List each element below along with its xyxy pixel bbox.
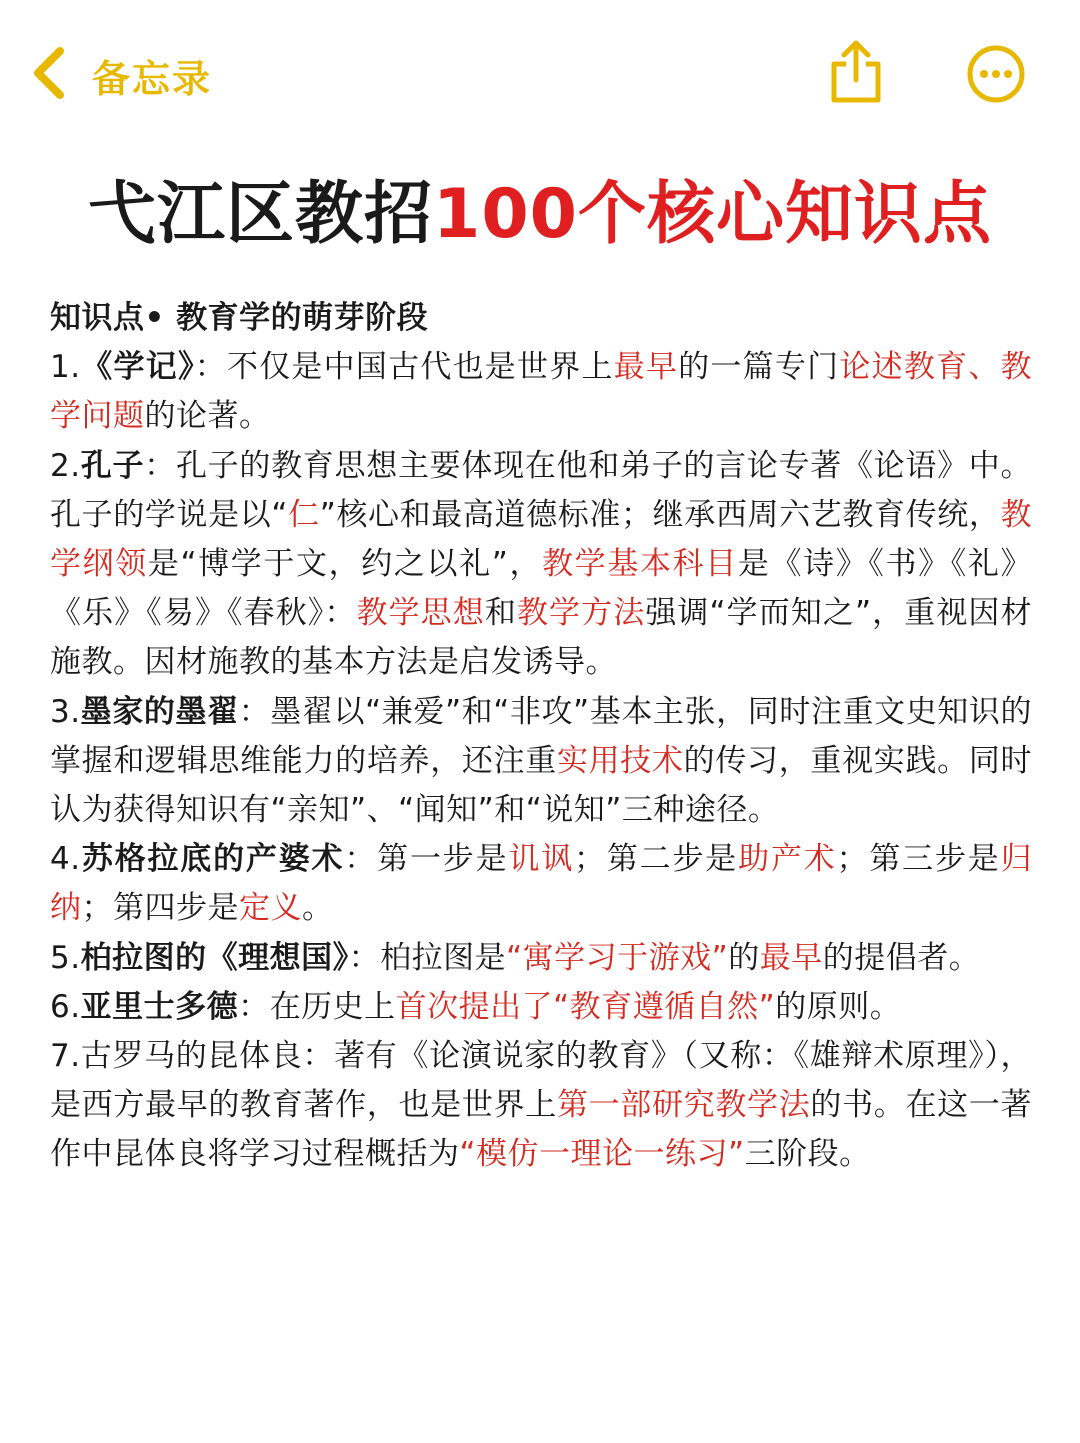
item-text: ：孔子的教育思想主要体现在他和弟子的言论专著《论语》中。孔子的学说是以“: [50, 447, 1033, 533]
item-text: ：柏拉图是: [348, 939, 507, 976]
chevron-left-icon: [30, 47, 66, 103]
item-title-text: 墨家的墨翟: [80, 693, 239, 730]
knowledge-item: [50, 442, 1032, 688]
item-text: ”核心和最高道德标准；继承西周六艺教育传统，: [319, 496, 1001, 533]
section-heading: 知识点• 教育学的萌芽阶段: [50, 300, 429, 336]
more-button[interactable]: [966, 44, 1026, 104]
item-title-text: 亚里士多德: [80, 988, 239, 1025]
item-text: 的: [728, 939, 760, 976]
item-text: 三阶段。: [744, 1136, 871, 1173]
page-title: [0, 170, 1080, 260]
item-text: 。: [302, 890, 334, 927]
highlight-text: 定义: [239, 890, 302, 927]
item-text: 7.古罗马的昆体良：著有《论演说家的教育》（又称：《雄辩术原理》），是西方最早的教育著作，也是世界上: [50, 1038, 1032, 1124]
highlight-text: “模仿一理论一练习”: [459, 1136, 745, 1173]
item-text: 1.: [50, 349, 81, 386]
knowledge-item: [50, 1032, 1032, 1180]
highlight-text: 最早: [759, 939, 823, 976]
item-text: ：在历史上: [238, 988, 396, 1025]
item-text: 的一篇专门: [678, 349, 840, 386]
knowledge-item: [50, 983, 1032, 1032]
item-title-text: 孔子: [80, 447, 145, 484]
item-text: 和: [484, 595, 517, 632]
highlight-text: 实用技术: [556, 742, 684, 779]
highlight-text: 教学方法: [516, 595, 646, 632]
highlight-text: 讥讽: [508, 841, 575, 878]
item-text: 6.: [50, 988, 81, 1025]
title-part-red: 100个核心知识点: [433, 175, 992, 254]
item-text: 3.: [50, 693, 81, 730]
item-text: ：墨翟以“兼爱”和“非攻”基本主张，同时注重文史知识的掌握和逻辑思维能力的培养，还注重: [50, 693, 1033, 779]
item-text: 的论著。: [144, 398, 271, 435]
knowledge-item: [50, 343, 1032, 441]
item-text: ；第二步是: [574, 841, 739, 878]
highlight-text: 最早: [613, 349, 679, 386]
item-text: ：第一步是: [344, 841, 509, 878]
item-text: 的原则。: [775, 988, 902, 1025]
highlight-text: 教学思想: [356, 595, 485, 632]
item-text: ；第三步是: [836, 841, 1001, 878]
back-button[interactable]: [30, 40, 212, 110]
highlight-text: 归纳: [50, 841, 1033, 927]
share-button[interactable]: [828, 38, 884, 106]
highlight-text: 论述教育、教学问题: [50, 349, 1033, 435]
more-icon: [966, 44, 1026, 104]
highlight-text: 助产术: [738, 841, 837, 878]
knowledge-item: [50, 688, 1032, 836]
item-text: 的提倡者。: [822, 939, 981, 976]
highlight-text: 第一部研究教学法: [556, 1087, 811, 1124]
title-part-black: 弋江区教招: [88, 175, 434, 254]
navigation-bar: [0, 0, 1080, 150]
highlight-text: “寓学习于游戏”: [506, 939, 729, 976]
item-text: 2.: [50, 447, 81, 484]
knowledge-item: [50, 835, 1032, 933]
item-text: 4.: [50, 841, 81, 878]
share-icon: [828, 38, 884, 106]
highlight-text: 教学基本科目: [542, 546, 738, 583]
item-text: 的传习，重视实践。同时认为获得知识有“亲知”、“闻知”和“说知”三种途径。: [50, 742, 1033, 829]
highlight-text: 仁: [287, 496, 320, 533]
highlight-text: 教学纲领: [50, 496, 1032, 583]
item-title-text: 苏格拉底的产婆术: [80, 841, 345, 878]
note-body[interactable]: [50, 294, 1032, 1180]
item-title-text: 柏拉图的《理想国》: [80, 939, 349, 976]
item-text: ：不仅是中国古代也是世界上: [194, 349, 614, 386]
item-text: 5.: [50, 939, 81, 976]
item-text: 强调“学而知之”，重视因材施教。因材施教的基本方法是启发诱导。: [50, 595, 1033, 681]
item-text: 的书。在这一著作中昆体良将学习过程概括为: [50, 1087, 1033, 1173]
item-text: 是《诗》《书》《礼》《乐》《易》《春秋》：: [50, 546, 1032, 632]
item-text: ；第四步是: [81, 890, 239, 927]
knowledge-item: [50, 934, 1032, 983]
item-title-text: 《学记》: [80, 349, 195, 386]
back-label: 备忘录: [92, 56, 213, 101]
highlight-text: 首次提出了“教育遵循自然”: [395, 988, 776, 1025]
item-text: 是“博学于文，约之以礼”，: [147, 546, 543, 583]
knowledge-list: [50, 343, 1032, 1179]
